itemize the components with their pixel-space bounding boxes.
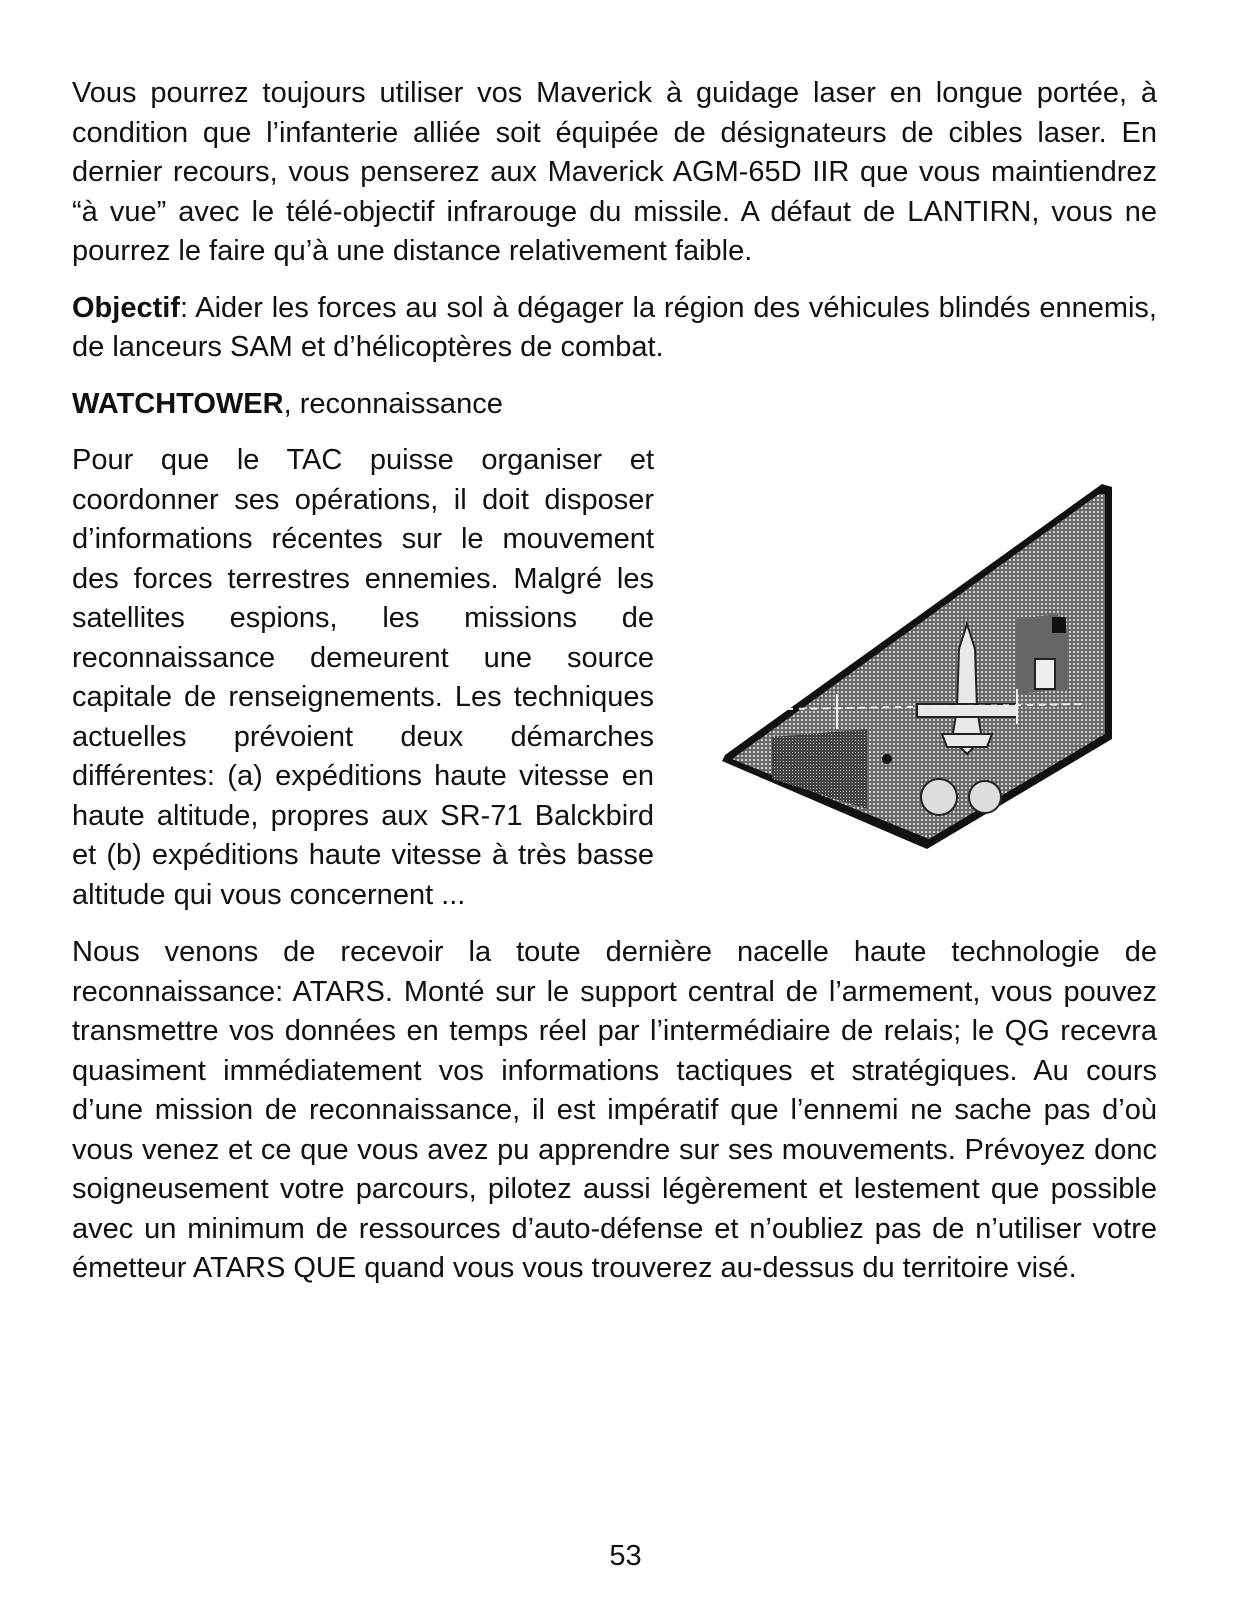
mission-name: WATCHTOWER	[72, 387, 284, 420]
page-number: 53	[609, 1540, 642, 1572]
atars-paragraph: Nous venons de recevoir la toute dernière nacelle haute technologie de reconnaissance: ATARS. Monté sur le support central de l’armement, vous pouvez transmettre vos données en temps réel par l’intermédiaire de relais; le QG recevra quasiment immédiatement vos informations tactiques et stratégiques. Au cours d’une mission de reconnaissance, il est impératif que l’ennemi ne sache pas d’où vous venez et ce que vous avez pu apprendre sur ses mouvements. Prévoyez donc soigneusement votre parcours, pilotez aussi légèrement et lestement que possible avec un minimum de ressources d’auto-défense et n’oubliez pas de n’utiliser votre émetteur ATARS QUE quand vous vous trouverez au-dessus du territoire visé.	[72, 936, 1157, 1284]
recon-paragraph: Pour que le TAC puisse organiser et coordonner ses opérations, il doit disposer d’informations récentes sur le mouvement des forces terrestres ennemies. Malgré les satellites espions, les missions de reconnaissance demeurent une source capitale de renseignements. Les techniques actuelles prévoient deux démarches différentes: (a) expéditions haute vitesse en haute altitude, propres aux SR-71 Balckbird et (b) expéditions haute vitesse à très basse altitude qui vous concernent ...	[72, 444, 654, 911]
objective-text: : Aider les forces au sol à dégager la région des véhicules blindés ennemis, de lanceurs SAM et d’hélicoptères de combat.	[72, 291, 1157, 363]
mission-heading	[72, 385, 1157, 425]
recon-section	[72, 441, 1157, 915]
document-page	[72, 74, 1157, 1289]
intro-paragraph: Vous pourrez toujours utiliser vos Maverick à guidage laser en longue portée, à condition que l’infanterie alliée soit équipée de désignateurs de cibles laser. En dernier recours, vous penserez aux Maverick AGM-65D IIR que vous maintiendrez “à vue” avec le télé-objectif infrarouge du missile. A défaut de LANTIRN, vous ne pourrez le faire qu’à une distance relativement faible.	[72, 77, 1157, 267]
mission-type: , reconnaissance	[283, 387, 503, 420]
objective-paragraph	[72, 289, 1157, 368]
objective-label: Objectif	[72, 291, 180, 324]
aircraft-illustration	[717, 479, 1117, 869]
